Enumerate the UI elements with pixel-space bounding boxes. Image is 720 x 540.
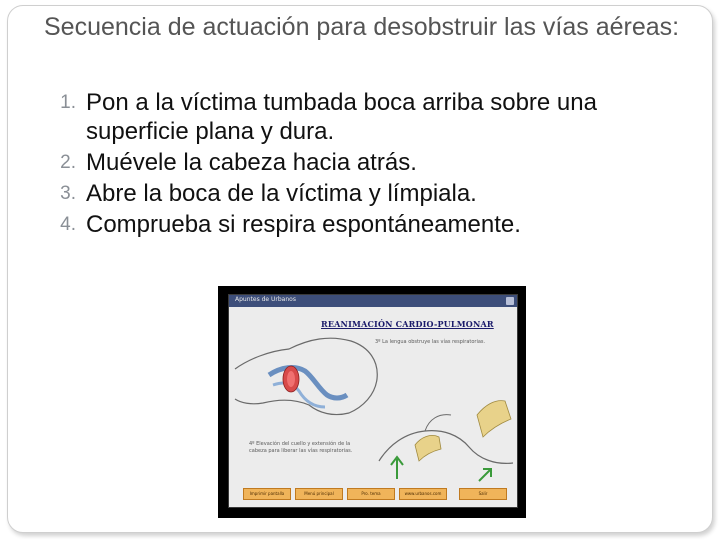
step-text: Comprueba si respira espontáneamente.: [86, 211, 521, 238]
head-outline: [235, 338, 377, 414]
list-item: [20, 148, 680, 177]
list-item: [20, 88, 680, 146]
window-title: Apuntes de Urbanos: [235, 296, 296, 303]
caption-step-3: 3º La lengua obstruye las vías respiratorias.: [375, 339, 486, 345]
print-button[interactable]: Imprimir pantalla: [243, 488, 291, 500]
list-item: [20, 210, 680, 239]
embedded-button-row: [243, 488, 505, 500]
arrow-up-icon: [391, 457, 403, 479]
hand-shape: [477, 401, 511, 437]
next-topic-button[interactable]: Pro. tema: [347, 488, 395, 500]
step-text: Muévele la cabeza hacia atrás.: [86, 149, 417, 176]
step-number: 1.: [60, 92, 76, 113]
step-number: 3.: [60, 183, 76, 204]
list-item: [20, 179, 680, 208]
step-number: 4.: [60, 214, 76, 235]
caption-step-4: 4º Elevación del cuello y extensión de la cabeza para liberar las vías respiratorias.: [249, 441, 353, 454]
website-button[interactable]: www.urbanos.com: [399, 488, 447, 500]
embedded-window: [228, 294, 518, 508]
hand-shape-lower: [415, 435, 441, 461]
steps-list: [20, 88, 680, 241]
embedded-screenshot: [218, 286, 526, 518]
step-text: Pon a la víctima tumbada boca arriba sobre una superficie plana y dura.: [86, 89, 597, 145]
step-number: 2.: [60, 152, 76, 173]
main-menu-button[interactable]: Menú principal: [295, 488, 343, 500]
step-text: Abre la boca de la víctima y límpiala.: [86, 180, 477, 207]
embedded-heading: REANIMACIÓN CARDIO-PULMONAR: [321, 319, 494, 329]
tongue-highlight: [287, 371, 295, 387]
arrow-diagonal-icon: [479, 469, 491, 481]
chin-outline: [425, 415, 451, 431]
exit-button[interactable]: Salir: [459, 488, 507, 500]
slide-title: Secuencia de actuación para desobstruir las vías aéreas:: [44, 13, 680, 41]
